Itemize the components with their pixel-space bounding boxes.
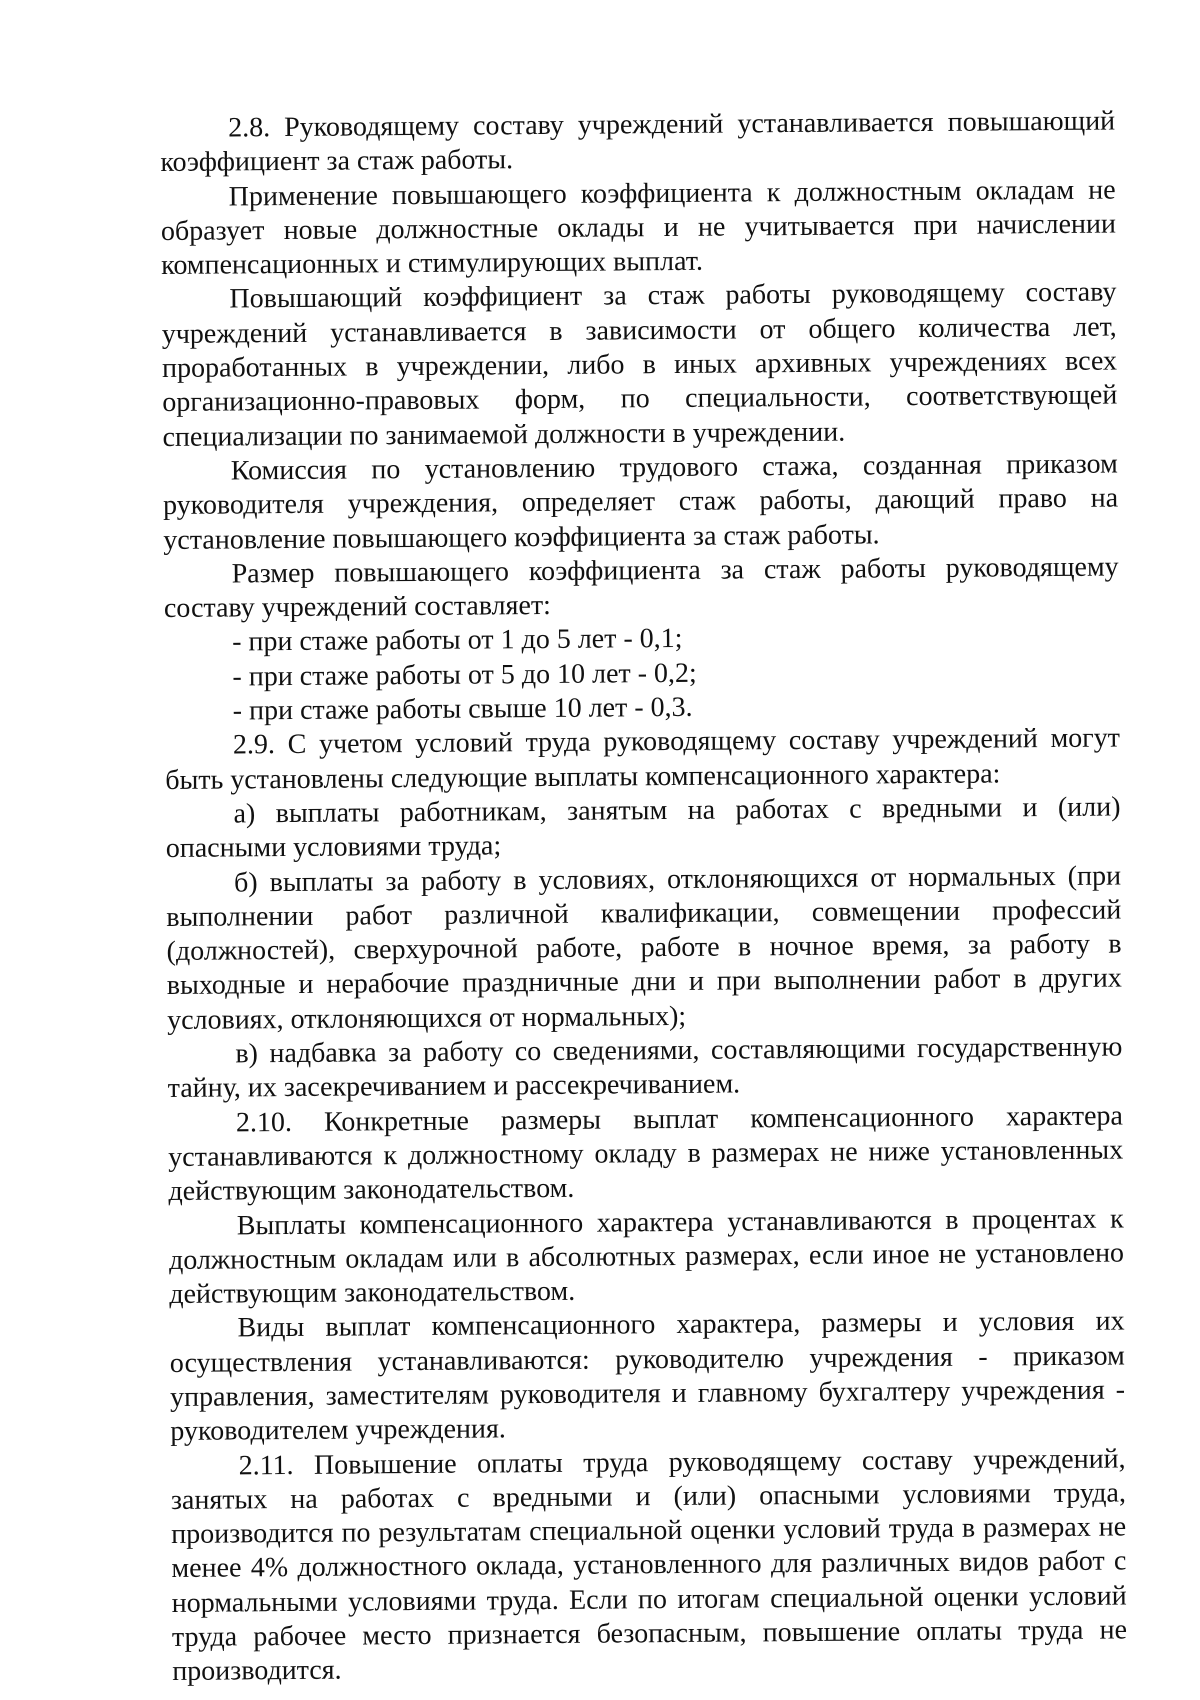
paragraph-coefficient-size: Размер повышающего коэффициента за стаж работы руководящему составу учреждений составляет:: [163, 551, 1119, 625]
paragraph-2-11: 2.11. Повышение оплаты труда руководящему составу учреждений, занятых на работах с вредными и (или) опасными условиями труда, производится по результатам специальной оценки условий труда в размерах не менее 4% должностного оклада, установленного для различных видов работ с нормальными условиями труда. Если по итогам специальной оценки условий труда рабочее место признается безопасным, повышение оплаты труда не производится.: [170, 1443, 1128, 1688]
paragraph-item-v: в) надбавка за работу со сведениями, составляющими государственную тайну, их засекречиванием и рассекречиванием.: [167, 1031, 1123, 1105]
paragraph-coefficient-application: Применение повышающего коэффициента к должностным окладам не образует новые должностные оклады и не учитывается при начислении компенсационных и стимулирующих выплат.: [160, 174, 1117, 282]
list-item-1-5-years: - при стаже работы от 1 до 5 лет - 0,1;: [232, 623, 683, 658]
list-item-over-10-years: - при стаже работы свыше 10 лет - 0,3.: [232, 691, 693, 727]
paragraph-item-b: б) выплаты за работу в условиях, отклоняющихся от нормальных (при выполнении работ различной квалификации, совмещении профессий (должностей), сверхурочной работе, работе в ночное время, за работу в выходные и нерабочие праздничные дни и при выполнении работ в других условиях, отклоняющихся от нормальных);: [166, 860, 1122, 1036]
list-item-5-10-years: - при стаже работы от 5 до 10 лет - 0,2;: [232, 657, 697, 693]
paragraph-item-a: а) выплаты работникам, занятым на работах с вредными и (или) опасными условиями труда;: [165, 791, 1121, 865]
paragraph-2-9: 2.9. С учетом условий труда руководящему составу учреждений могут быть установлены следующие выплаты компенсационного характера:: [165, 722, 1121, 796]
paragraph-payment-form: Выплаты компенсационного характера устанавливаются в процентах к должностным окладам или в абсолютных размерах, если иное не установлено действующим законодательством.: [168, 1202, 1125, 1311]
paragraph-2-8: 2.8. Руководящему составу учреждений устанавливается повышающий коэффициент за стаж работы.: [160, 105, 1116, 179]
paragraph-coefficient-basis: Повышающий коэффициент за стаж работы руководящему составу учреждений устанавливается в зависимости от общего количества лет, проработанных в учреждении, либо в иных архивных учреждениях всех организационно-правовых форм, по специальности, соответствующей специализации по занимаемой должности в учреждении.: [161, 276, 1118, 453]
paragraph-commission: Комиссия по установлению трудового стажа, созданная приказом руководителя учреждения, определяет стаж работы, дающий право на установление повышающего коэффициента за стаж работы.: [162, 448, 1119, 556]
paragraph-payment-types: Виды выплат компенсационного характера, размеры и условия их осуществления устанавливаются: руководителю учреждения - приказом управления, заместителям руководителя и главному бухгалтеру учреждения - руководителем учреждения.: [169, 1305, 1126, 1448]
paragraph-2-10: 2.10. Конкретные размеры выплат компенсационного характера устанавливаются к должностному окладу в размерах не ниже установленных действующим законодательством.: [168, 1100, 1124, 1208]
document-page: [160, 104, 1127, 1689]
